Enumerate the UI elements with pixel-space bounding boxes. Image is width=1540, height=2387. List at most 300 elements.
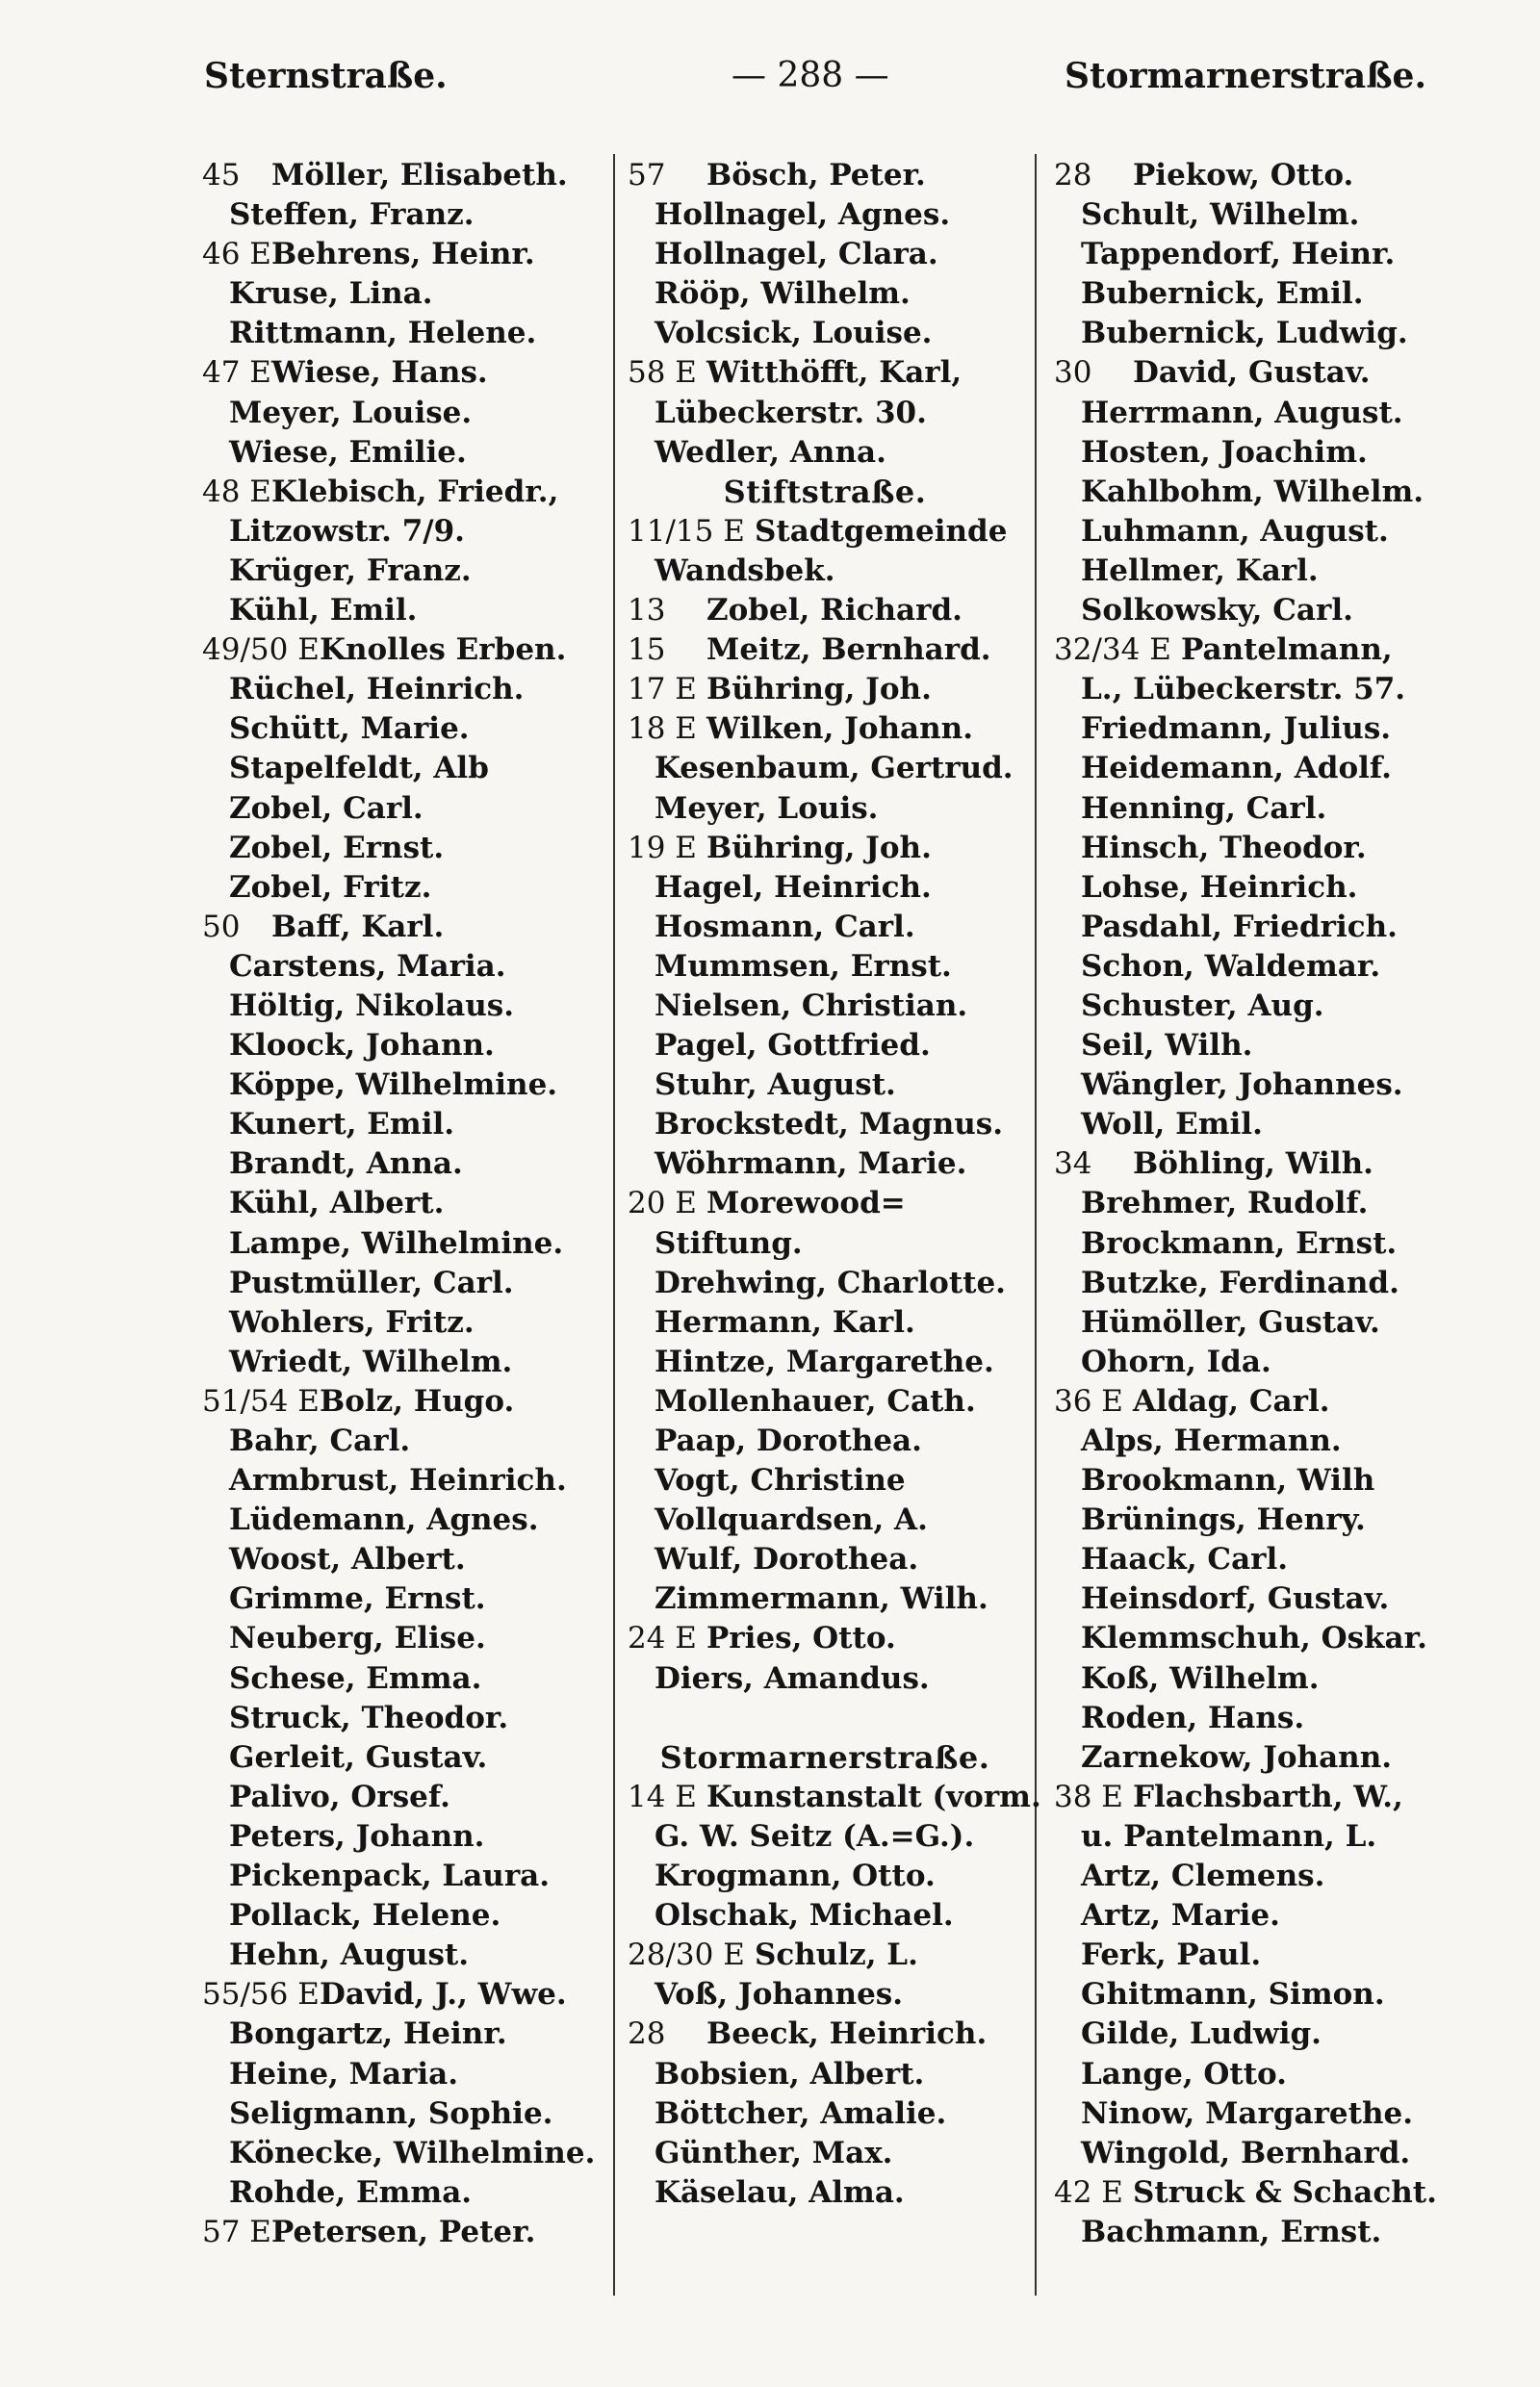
resident-name: Rööp, Wilhelm.: [654, 276, 911, 312]
directory-entry: [1054, 2055, 1458, 2094]
section-heading-text: Stormarnerstraße.: [659, 1738, 990, 1776]
directory-entry: [202, 670, 606, 709]
resident-name: Pagel, Gottfried.: [654, 1028, 931, 1064]
resident-name: Rittmann, Helene.: [229, 316, 537, 351]
directory-entry: [1054, 1461, 1458, 1501]
directory-entry: [628, 1224, 1022, 1264]
directory-entry: [628, 908, 1022, 947]
directory-entry: [202, 2015, 606, 2054]
resident-name: Lohse, Heinrich.: [1081, 869, 1358, 905]
resident-name: Koß, Wilhelm.: [1081, 1660, 1320, 1696]
directory-entry: [628, 749, 1022, 788]
resident-name: Pries, Otto.: [706, 1621, 896, 1656]
directory-entry: [628, 829, 1022, 868]
directory-entry: [1054, 1896, 1458, 1936]
resident-name: Tappendorf, Heinr.: [1081, 237, 1396, 272]
directory-entry: [202, 1778, 606, 1817]
directory-entry: [1054, 1817, 1458, 1857]
directory-entry: [202, 868, 606, 908]
directory-entry: [1054, 1738, 1458, 1778]
house-number: 28: [1054, 158, 1092, 192]
house-number: 58 E: [628, 355, 697, 391]
directory-entry: [1054, 1184, 1458, 1223]
resident-name: Ohorn, Ida.: [1081, 1344, 1271, 1379]
resident-name: Pickenpack, Laura.: [229, 1859, 551, 1894]
resident-name: Meyer, Louise.: [229, 395, 473, 430]
directory-entry: [1054, 1619, 1458, 1658]
resident-name: Wohlers, Fritz.: [229, 1304, 475, 1340]
directory-entry: [628, 2015, 1022, 2054]
directory-entry: [202, 2055, 606, 2094]
directory-entry: [202, 156, 606, 195]
resident-name: Olschak, Michael.: [654, 1898, 954, 1934]
directory-entry: [628, 314, 1022, 353]
resident-name: Vollquardsen, A.: [654, 1502, 928, 1538]
resident-name: Hollnagel, Agnes.: [654, 197, 951, 233]
resident-name: Paap, Dorothea.: [654, 1424, 922, 1458]
resident-name: Brünings, Henry.: [1081, 1502, 1366, 1538]
resident-name: Bubernick, Ludwig.: [1081, 316, 1408, 351]
resident-name: Lübeckerstr. 30.: [654, 395, 927, 430]
directory-entry: [628, 274, 1022, 314]
directory-entry: [202, 1264, 606, 1303]
resident-name: Haack, Carl.: [1081, 1542, 1289, 1578]
resident-name: Kloock, Johann.: [229, 1028, 495, 1064]
directory-entry: [628, 1579, 1022, 1619]
directory-entry: [628, 433, 1022, 473]
resident-name: Wilken, Johann.: [706, 711, 973, 747]
directory-entry: [628, 630, 1022, 670]
directory-entry: [1054, 433, 1458, 473]
house-number: 49/50 E: [202, 632, 320, 668]
house-number: 28/30 E: [628, 1938, 745, 1973]
directory-entry: [1054, 235, 1458, 274]
directory-entry: [1054, 947, 1458, 987]
resident-name: Stapelfeldt, Alb: [229, 751, 489, 786]
directory-entry: [202, 1738, 606, 1778]
directory-entry: [1054, 1303, 1458, 1343]
directory-entry: [202, 2134, 606, 2173]
directory-entry: [628, 2055, 1022, 2094]
resident-name: Pustmüller, Carl.: [229, 1265, 514, 1300]
resident-name: Ghitmann, Simon.: [1081, 1977, 1385, 2013]
directory-entry: [202, 1501, 606, 1540]
resident-name: Mollenhauer, Cath.: [654, 1383, 976, 1419]
directory-entry: [202, 1699, 606, 1738]
resident-name: Alps, Hermann.: [1081, 1424, 1342, 1458]
directory-entry: [1054, 156, 1458, 195]
resident-name: Woll, Emil.: [1081, 1107, 1263, 1142]
resident-name: Lampe, Wilhelmine.: [229, 1225, 564, 1261]
directory-entry: [202, 789, 606, 829]
resident-name: Struck & Schacht.: [1133, 2174, 1437, 2210]
directory-entry: [202, 1619, 606, 1658]
resident-name: Brockstedt, Magnus.: [654, 1107, 1004, 1142]
resident-name: Käselau, Alma.: [654, 2174, 905, 2210]
house-number: 28: [628, 2016, 666, 2052]
directory-entry: [628, 195, 1022, 235]
house-number: 14 E: [628, 1779, 697, 1814]
house-number: 19 E: [628, 830, 697, 865]
resident-name: Carstens, Maria.: [229, 948, 506, 984]
resident-name: David, Gustav.: [1133, 355, 1371, 391]
directory-entry: [1054, 1224, 1458, 1264]
directory-entry: [628, 394, 1022, 433]
resident-name: Schuster, Aug.: [1081, 988, 1324, 1023]
house-number: 11/15 E: [628, 513, 745, 549]
directory-entry: [202, 1579, 606, 1619]
resident-name: Könecke, Wilhelmine.: [229, 2135, 596, 2170]
resident-name: Mummsen, Ernst.: [654, 948, 952, 984]
resident-name: Wiese, Emilie.: [229, 434, 467, 470]
directory-entry: [202, 552, 606, 591]
resident-name: Köppe, Wilhelmine.: [229, 1067, 558, 1103]
resident-name: Stuhr, August.: [654, 1067, 896, 1103]
resident-name: Seligmann, Sophie.: [229, 2095, 553, 2131]
directory-entry: [1054, 314, 1458, 353]
resident-name: Hehn, August.: [229, 1938, 470, 1973]
resident-name: Pantelmann,: [1181, 632, 1393, 668]
directory-entry: [628, 1936, 1022, 1975]
directory-entry: [628, 1264, 1022, 1303]
resident-name: Kunstanstalt (vorm.: [706, 1779, 1041, 1814]
house-number: 51/54 E: [202, 1383, 320, 1419]
resident-name: Armbrust, Heinrich.: [229, 1463, 567, 1499]
house-number: 34: [1054, 1146, 1092, 1182]
directory-entry: [202, 1857, 606, 1896]
resident-name: Diers, Amandus.: [654, 1660, 930, 1696]
resident-name: Grimme, Ernst.: [229, 1581, 486, 1617]
resident-name: Bahr, Carl.: [229, 1424, 411, 1458]
column-divider: [1035, 154, 1037, 2296]
resident-name: Wedler, Anna.: [654, 434, 886, 470]
resident-name: Kruse, Lina.: [229, 276, 433, 312]
directory-entry: [202, 1303, 606, 1343]
directory-entry: [1054, 829, 1458, 868]
resident-name: Heine, Maria.: [229, 2056, 459, 2092]
resident-name: Bösch, Peter.: [706, 158, 926, 192]
resident-name: Heidemann, Adolf.: [1081, 751, 1392, 786]
house-number: 55/56 E: [202, 1977, 320, 2013]
directory-entry: [202, 195, 606, 235]
resident-name: Heinsdorf, Gustav.: [1081, 1581, 1390, 1617]
resident-name: L., Lübeckerstr. 57.: [1081, 672, 1406, 707]
house-number: 24 E: [628, 1621, 697, 1656]
resident-name: Hagel, Heinrich.: [654, 869, 932, 905]
resident-name: Rüchel, Heinrich.: [229, 672, 525, 707]
resident-name: Schese, Emma.: [229, 1660, 482, 1696]
directory-entry: [628, 1065, 1022, 1105]
directory-entry: [1054, 2213, 1458, 2252]
directory-entry: [1054, 749, 1458, 788]
house-number: 42 E: [1054, 2174, 1123, 2210]
directory-entry: [628, 1699, 1022, 1738]
house-number: 47 E: [202, 355, 271, 391]
resident-name: Steffen, Franz.: [229, 197, 475, 233]
resident-name: Brandt, Anna.: [229, 1146, 463, 1182]
directory-entry: [1054, 1936, 1458, 1975]
directory-entry: [1054, 353, 1458, 393]
resident-name: Seil, Wilh.: [1081, 1028, 1253, 1064]
resident-name: Struck, Theodor.: [229, 1700, 509, 1735]
resident-name: Bubernick, Emil.: [1081, 276, 1364, 312]
directory-entry: [1054, 2094, 1458, 2134]
directory-entry: [202, 1461, 606, 1501]
directory-entry: [202, 1105, 606, 1144]
directory-entry: [202, 353, 606, 393]
directory-entry: [1054, 1343, 1458, 1382]
resident-name: Nielsen, Christian.: [654, 988, 968, 1023]
section-heading-text: Stiftstraße.: [723, 473, 927, 510]
resident-name: u. Pantelmann, L.: [1081, 1818, 1377, 1854]
directory-entry: [1054, 394, 1458, 433]
resident-name: Zobel, Fritz.: [229, 869, 432, 905]
directory-entry: [202, 829, 606, 868]
directory-entry: [1054, 1144, 1458, 1184]
directory-entry: [202, 1184, 606, 1223]
directory-entry: [202, 2094, 606, 2134]
directory-entry: [628, 789, 1022, 829]
directory-entry: [628, 1857, 1022, 1896]
directory-entry: [202, 908, 606, 947]
directory-entry: [628, 1501, 1022, 1540]
resident-name: Solkowsky, Carl.: [1081, 593, 1353, 629]
directory-entry: [202, 433, 606, 473]
resident-name: Pollack, Helene.: [229, 1898, 501, 1934]
directory-entry: [202, 2173, 606, 2213]
directory-entry: [628, 670, 1022, 709]
resident-name: Kahlbohm, Wilhelm.: [1081, 474, 1424, 509]
resident-name: Günther, Max.: [654, 2135, 893, 2170]
resident-name: Kühl, Albert.: [229, 1186, 445, 1221]
directory-entry: [628, 1382, 1022, 1422]
resident-name: Piekow, Otto.: [1133, 158, 1354, 192]
resident-name: Henning, Carl.: [1081, 790, 1327, 826]
house-number: 15: [628, 632, 666, 668]
directory-entry: [1054, 1975, 1458, 2015]
header-right-street: Stormarnerstraße.: [1064, 56, 1426, 96]
column-2: [628, 156, 1041, 2213]
column-3: [1054, 156, 1458, 2252]
directory-entry: [1054, 789, 1458, 829]
page-number: — 288 —: [732, 56, 889, 95]
directory-entry: [628, 591, 1022, 630]
resident-name: Wängler, Johannes.: [1081, 1067, 1403, 1103]
column-divider: [613, 154, 615, 2296]
resident-name: Wiese, Hans.: [271, 355, 488, 391]
directory-entry: [202, 1659, 606, 1699]
directory-entry: [628, 1184, 1022, 1223]
resident-name: Schütt, Marie.: [229, 711, 470, 747]
house-number: 36 E: [1054, 1383, 1123, 1419]
directory-entry: [628, 1817, 1022, 1857]
resident-name: Palivo, Orsef.: [229, 1779, 450, 1814]
resident-name: Petersen, Peter.: [271, 2214, 536, 2249]
directory-entry: [202, 314, 606, 353]
directory-entry: [628, 1659, 1022, 1699]
directory-entry: [202, 709, 606, 749]
directory-entry: [1054, 1105, 1458, 1144]
directory-entry: [1054, 1699, 1458, 1738]
resident-name: Litzowstr. 7/9.: [229, 513, 465, 549]
resident-name: Bachmann, Ernst.: [1081, 2214, 1382, 2249]
directory-entry: [628, 512, 1022, 552]
directory-entry: [202, 1026, 606, 1065]
resident-name: Lange, Otto.: [1081, 2056, 1287, 2092]
resident-name: Beeck, Heinrich.: [706, 2016, 988, 2052]
resident-name: Baff, Karl.: [271, 909, 445, 944]
resident-name: Brookmann, Wilh: [1081, 1463, 1375, 1499]
directory-entry: [1054, 868, 1458, 908]
resident-name: Höltig, Nikolaus.: [229, 988, 515, 1023]
resident-name: Knolles Erben.: [320, 632, 567, 668]
resident-name: Meyer, Louis.: [654, 790, 879, 826]
directory-entry: [202, 1343, 606, 1382]
resident-name: Hosmann, Carl.: [654, 909, 915, 944]
directory-entry: [628, 1303, 1022, 1343]
resident-name: Wingold, Bernhard.: [1081, 2135, 1411, 2170]
resident-name: Zobel, Carl.: [229, 790, 424, 826]
resident-name: Woost, Albert.: [229, 1542, 466, 1578]
directory-entry: [1054, 1382, 1458, 1422]
house-number: 57: [628, 158, 666, 192]
directory-entry: [1054, 630, 1458, 670]
resident-name: Ferk, Paul.: [1081, 1938, 1262, 1973]
directory-entry: [628, 1343, 1022, 1382]
header-left-street: Sternstraße.: [204, 56, 448, 96]
resident-name: Voß, Johannes.: [654, 1977, 904, 2013]
directory-entry: [628, 1619, 1022, 1658]
house-number: 50: [202, 909, 241, 944]
directory-entry: [628, 2134, 1022, 2173]
directory-entry: [1054, 908, 1458, 947]
directory-entry: [1054, 1778, 1458, 1817]
directory-entry: [202, 1065, 606, 1105]
directory-entry: [628, 1422, 1022, 1461]
directory-entry: [202, 630, 606, 670]
resident-name: Vogt, Christine: [654, 1463, 906, 1499]
resident-name: Hermann, Karl.: [654, 1304, 915, 1340]
resident-name: Rohde, Emma.: [229, 2174, 473, 2210]
resident-name: Gilde, Ludwig.: [1081, 2016, 1322, 2052]
resident-name: Butzke, Ferdinand.: [1081, 1265, 1399, 1300]
directory-entry: [202, 1896, 606, 1936]
directory-entry: [202, 1144, 606, 1184]
directory-entry: [202, 987, 606, 1026]
resident-name: Behrens, Heinr.: [271, 237, 535, 272]
directory-entry: [628, 552, 1022, 591]
house-number: 18 E: [628, 711, 697, 747]
directory-entry: [1054, 274, 1458, 314]
directory-entry: [1054, 1026, 1458, 1065]
resident-name: David, J., Wwe.: [320, 1977, 567, 2013]
resident-name: Herrmann, August.: [1081, 395, 1403, 430]
directory-entry: [1054, 1540, 1458, 1579]
resident-name: Böttcher, Amalie.: [654, 2095, 947, 2131]
directory-entry: [628, 2094, 1022, 2134]
resident-name: Zarnekow, Johann.: [1081, 1739, 1393, 1775]
house-number: 30: [1054, 355, 1092, 391]
resident-name: Roden, Hans.: [1081, 1700, 1305, 1735]
resident-name: Gerleit, Gustav.: [229, 1739, 488, 1775]
resident-name: Lüdemann, Agnes.: [229, 1502, 539, 1538]
directory-entry: [202, 473, 606, 512]
resident-name: Schult, Wilhelm.: [1081, 197, 1360, 233]
resident-name: Flachsbarth, W.,: [1133, 1779, 1403, 1814]
resident-name: Zimmermann, Wilh.: [654, 1581, 988, 1617]
house-number: 38 E: [1054, 1779, 1123, 1814]
resident-name: Krogmann, Otto.: [654, 1859, 936, 1894]
directory-entry: [628, 1105, 1022, 1144]
resident-name: Schulz, L.: [755, 1938, 918, 1973]
directory-entry: [1054, 1422, 1458, 1461]
directory-entry: [628, 947, 1022, 987]
directory-entry: [202, 1382, 606, 1422]
resident-name: Wriedt, Wilhelm.: [229, 1344, 513, 1379]
directory-entry: [628, 1026, 1022, 1065]
resident-name: Friedmann, Julius.: [1081, 711, 1392, 747]
directory-entry: [202, 1817, 606, 1857]
directory-entry: [202, 1422, 606, 1461]
directory-entry: [628, 353, 1022, 393]
resident-name: G. W. Seitz (A.=G.).: [654, 1818, 975, 1854]
directory-entry: [1054, 591, 1458, 630]
directory-entry: [1054, 512, 1458, 552]
house-number: 20 E: [628, 1186, 697, 1221]
directory-entry: [1054, 2015, 1458, 2054]
resident-name: Peters, Johann.: [229, 1818, 485, 1854]
resident-name: Neuberg, Elise.: [229, 1621, 486, 1656]
resident-name: Artz, Marie.: [1081, 1898, 1280, 1934]
resident-name: Stadtgemeinde: [755, 513, 1008, 549]
directory-entry: [202, 235, 606, 274]
resident-name: Kühl, Emil.: [229, 593, 418, 629]
resident-name: Morewood=: [706, 1186, 906, 1221]
column-1: [202, 156, 606, 2252]
directory-entry: [1054, 709, 1458, 749]
directory-entry: [1054, 2134, 1458, 2173]
resident-name: Wandsbek.: [654, 552, 835, 588]
directory-entry: [1054, 195, 1458, 235]
directory-entry: [202, 1936, 606, 1975]
directory-entry: [628, 2173, 1022, 2213]
directory-entry: [1054, 1264, 1458, 1303]
section-heading: [628, 1738, 1022, 1778]
directory-entry: [628, 1144, 1022, 1184]
directory-entry: [202, 394, 606, 433]
resident-name: Krüger, Franz.: [229, 552, 472, 588]
page-header: [0, 56, 1540, 114]
resident-name: Böhling, Wilh.: [1133, 1146, 1373, 1182]
directory-entry: [1054, 552, 1458, 591]
directory-entry: [1054, 1501, 1458, 1540]
house-number: 32/34 E: [1054, 632, 1171, 668]
directory-entry: [628, 1975, 1022, 2015]
directory-entry: [628, 156, 1022, 195]
resident-name: Klemmschuh, Oskar.: [1081, 1621, 1427, 1656]
resident-name: Kesenbaum, Gertrud.: [654, 751, 1014, 786]
directory-entry: [628, 1778, 1041, 1817]
resident-name: Hinsch, Theodor.: [1081, 830, 1367, 865]
directory-entry: [202, 1540, 606, 1579]
directory-entry: [202, 274, 606, 314]
resident-name: Möller, Elisabeth.: [271, 158, 568, 192]
directory-entry: [1054, 2173, 1458, 2213]
directory-entry: [628, 1461, 1022, 1501]
house-number: 45: [202, 158, 241, 192]
resident-name: Brehmer, Rudolf.: [1081, 1186, 1369, 1221]
house-number: 57 E: [202, 2214, 271, 2249]
